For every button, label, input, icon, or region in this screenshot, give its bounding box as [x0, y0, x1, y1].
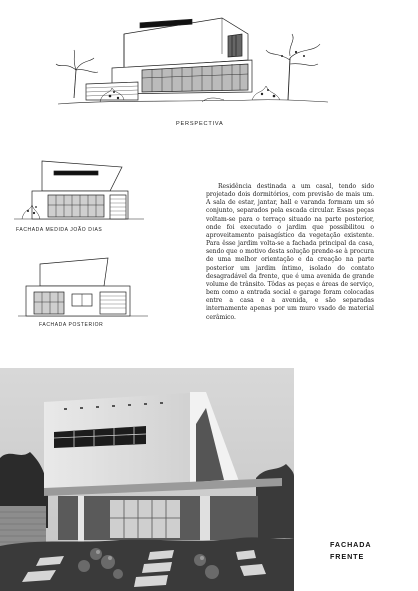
- side-elevation-caption: FACHADA MEDIDA JOÃO DIAS: [16, 227, 103, 233]
- perspective-caption: PERSPECTIVA: [176, 121, 224, 127]
- rear-elevation-drawing: [18, 256, 148, 320]
- photo-caption-line1: FACHADA: [330, 540, 372, 549]
- front-facade-photo: [0, 368, 294, 591]
- description-text: [206, 183, 374, 322]
- side-elevation-drawing: [14, 155, 144, 225]
- perspective-drawing: [52, 12, 332, 122]
- description-paragraph: Residência destinada a um casal, tendo sido projetado dois dormitórios, com previsão de mais um. A sala de estar, jantar, hall e varanda formam um só conjunto, separados pela escada circular. Essas peças voltam-se para o terraço situado na parte posterior, onde foi executado o jardim que possibilitou o aproveitamento paisagístico da vegetação existente. Para êsse jardim volta-se a fachada principal da casa, sendo que o motivo desta solução prende-se à procura de uma melhor orientação e da creação na parte posterior um jardim íntimo, isolado do contato desagradável da frente, que é uma avenida de grande volume de trânsito. Tôdas as peças e áreas de serviço, bem como a entrada social e garage foram colocadas entre a casa e a avenida, e são separadas internamente apenas por um muro vsado de material cerâmico.: [206, 183, 374, 321]
- rear-elevation-caption: FACHADA POSTERIOR: [39, 322, 104, 328]
- photo-caption-line2: FRENTE: [330, 552, 365, 561]
- photo-caption: [330, 539, 371, 563]
